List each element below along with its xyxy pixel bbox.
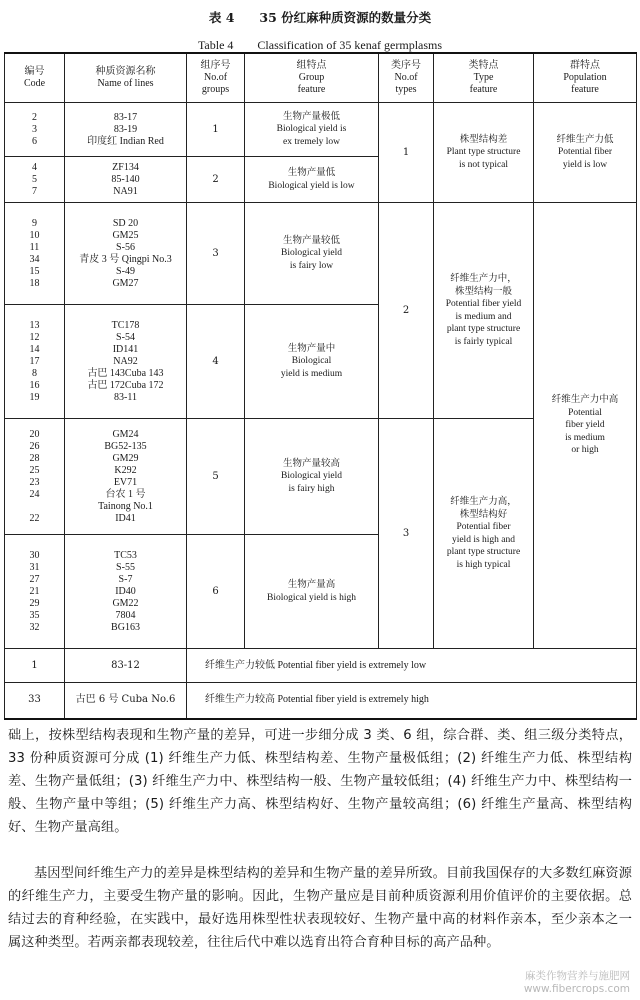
single-name: 古巴 6 号 Cuba No.6 [65, 683, 187, 719]
group-feature: 生物产量极低 Biological yield is ex tremely low [245, 103, 379, 157]
type-feature: 纤维生产力高， 株型结构好 Potential fiber yield is high and plant type structure is high typical [434, 419, 534, 649]
group-codes: 30 31 27 21 29 35 32 [5, 535, 65, 649]
group-codes: 9 10 11 34 15 18 [5, 203, 65, 305]
single-code: 33 [5, 683, 65, 719]
group-number: 6 [187, 535, 245, 649]
table-header-row [5, 53, 637, 103]
population-feature: 纤维生产力中高 Potential fiber yield is medium or high [534, 203, 637, 649]
group-number: 5 [187, 419, 245, 535]
type-feature: 纤维生产力中， 株型结构一般 Potential fiber yield is medium and plant type structure is fairly typical [434, 203, 534, 419]
group-codes: 4 5 7 [5, 157, 65, 203]
type-number: 1 [379, 103, 434, 203]
group-feature: 生物产量高 Biological yield is high [245, 535, 379, 649]
single-code: 1 [5, 649, 65, 683]
group-number: 4 [187, 305, 245, 419]
group-names: TC53 S-55 S-7 ID40 GM22 7804 BG163 [65, 535, 187, 649]
group-feature: 生物产量较低 Biological yield is fairy low [245, 203, 379, 305]
group-number: 3 [187, 203, 245, 305]
site-watermark [524, 970, 630, 996]
group-number: 2 [187, 157, 245, 203]
kenaf-classification-table [4, 52, 637, 720]
single-feature: 纤维生产力较低 Potential fiber yield is extremely low [187, 649, 637, 683]
group-codes: 13 12 14 17 8 16 19 [5, 305, 65, 419]
group-codes: 2 3 6 [5, 103, 65, 157]
single-feature: 纤维生产力较高 Potential fiber yield is extremely high [187, 683, 637, 719]
group-names: GM24 BG52-135 GM29 K292 EV71 台农 1 号 Tainong No.1 ID41 [65, 419, 187, 535]
body-paragraph-2 [8, 862, 632, 954]
body-paragraph-2-text: 基因型间纤维生产力的差异是株型结构的差异和生物产量的差异所致。目前我国保存的大多数红麻资源的纤维生产力，主要受生物产量的影响。因此，生物产量应是目前种质资源利用价值评价的主要依据。总结过去的育种经验，在实践中，最好选用株型性状表现较好、生物产量中高的材料作亲本，至少亲本之一属这种类型。若两亲都表现较差，往往后代中难以选育出符合育种目标的高产品种。 [8, 866, 632, 950]
group-feature: 生物产量中 Biological yield is medium [245, 305, 379, 419]
header-group-feature: 组特点 Group feature [245, 53, 379, 103]
group-names: 83-17 83-19 印度红 Indian Red [65, 103, 187, 157]
table-row [5, 683, 637, 719]
header-name: 种质资源名称 Name of lines [65, 53, 187, 103]
type-number: 3 [379, 419, 434, 649]
group-names: SD 20 GM25 S-56 青皮 3 号 Qingpi No.3 S-49 GM27 [65, 203, 187, 305]
group-codes: 20 26 28 25 23 24 22 [5, 419, 65, 535]
header-type-feature: 类特点 Type feature [434, 53, 534, 103]
header-code: 编号 Code [5, 53, 65, 103]
group-feature: 生物产量低 Biological yield is low [245, 157, 379, 203]
group-names: ZF134 85-140 NA91 [65, 157, 187, 203]
group-number: 1 [187, 103, 245, 157]
table-row [5, 103, 637, 157]
table-row [5, 649, 637, 683]
type-number: 2 [379, 203, 434, 419]
type-feature: 株型结构差 Plant type structure is not typical [434, 103, 534, 203]
table-title-english: Table 4 Classification of 35 kenaf germplasms [197, 38, 443, 52]
group-feature: 生物产量较高 Biological yield is fairy high [245, 419, 379, 535]
watermark-line-2: www.fibercrops.com [523, 983, 630, 995]
watermark-line-1: 麻类作物营养与施肥网 [525, 970, 630, 982]
header-groups: 组序号 No.of groups [187, 53, 245, 103]
body-paragraph-1: 础上，按株型结构表现和生物产量的差异，可进一步细分成 3 类、6 组，综合群、类、组三级分类特点，33 份种质资源可分成 (1) 纤维生产力低、株型结构差、生物产量极低组；(2) 纤维生产力低、株型结构差、生物产量低组；(3) 纤维生产力中、株型结构一般、生物产量较低组；(4) 纤维生产力中、株型结构一般、生物产量中等组；(5) 纤维生产力高、株型结构好、生物产量较高组；(6) 纤维生产量高、株型结构好、生物产量高组。 [8, 728, 632, 835]
population-feature: 纤维生产力低 Potential fiber yield is low [534, 103, 637, 203]
header-population-feature: 群特点 Population feature [534, 53, 637, 103]
table-row [5, 203, 637, 305]
single-name: 83-12 [65, 649, 187, 683]
group-names: TC178 S-54 ID141 NA92 古巴 143Cuba 143 古巴 172Cuba 172 83-11 [65, 305, 187, 419]
header-types: 类序号 No.of types [379, 53, 434, 103]
table-title-chinese: 表 4 35 份红麻种质资源的数量分类 [208, 10, 432, 25]
